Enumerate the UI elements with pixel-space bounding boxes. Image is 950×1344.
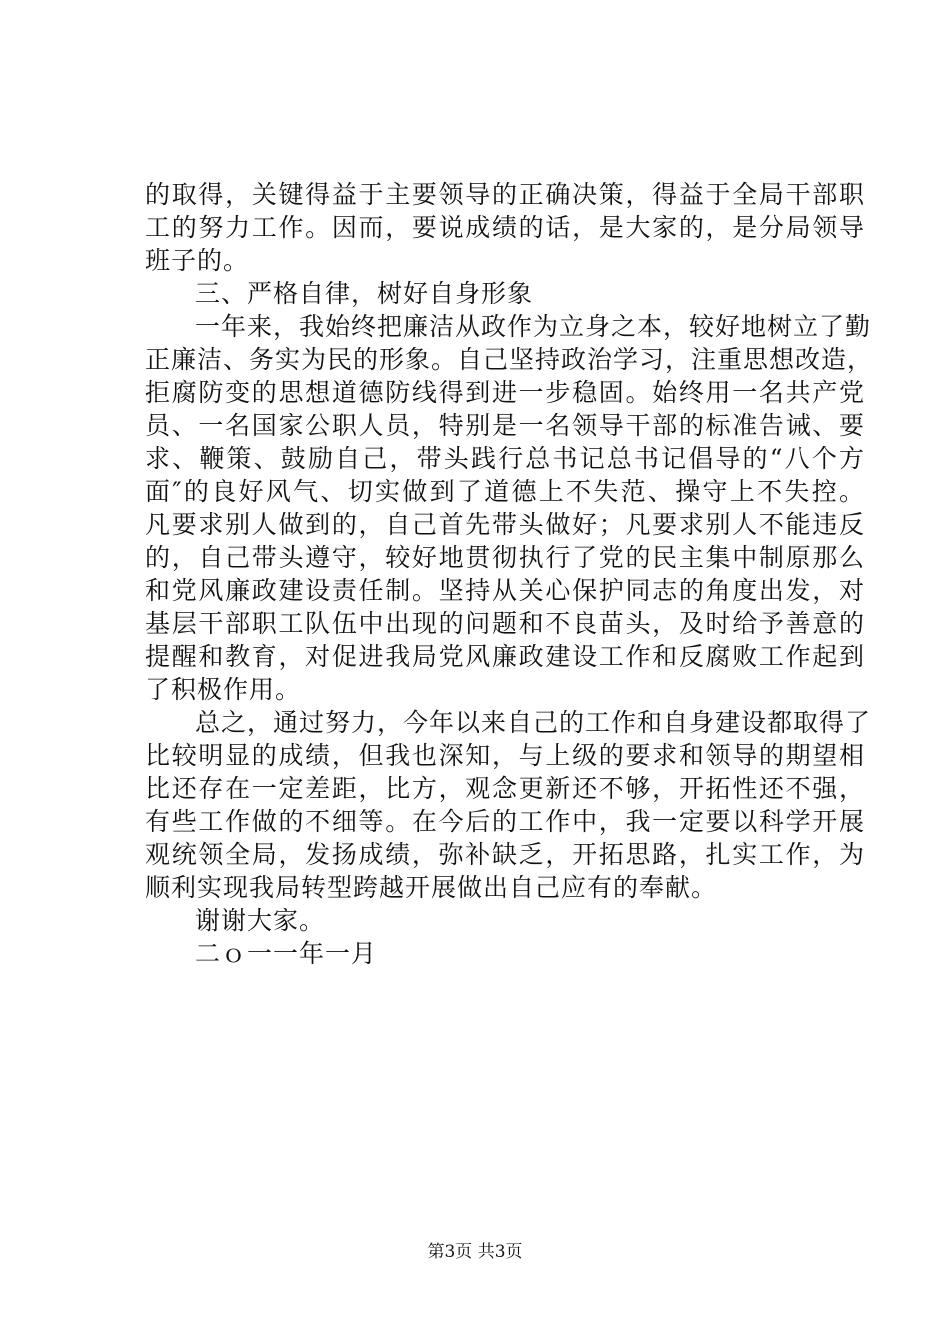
text-line: 一年来，我始终把廉洁从政作为立身之本，较好地树立了勤 [195,312,872,341]
text-line: 和党风廉政建设责任制。坚持从关心保护同志的角度出发，对 [145,576,865,605]
text-line: 面″的良好风气、切实做到了道德上不失范、操守上不失控。 [145,477,865,506]
text-line: 求、鞭策、鼓励自己，带头践行总书记总书记倡导的“八个方 [145,444,865,473]
text-line: 比较明显的成绩，但我也深知，与上级的要求和领导的期望相 [145,741,865,770]
text-line: 拒腐防变的思想道德防线得到进一步稳固。始终用一名共产党 [145,378,865,407]
text-line: 的，自己带头遵守，较好地贯彻执行了党的民主集中制原那么 [145,543,865,572]
section-heading: 三、严格自律，树好自身形象 [195,279,534,308]
closing-thanks: 谢谢大家。 [195,906,326,935]
text-line: 工的努力工作。因而，要说成绩的话，是大家的，是分局领导 [145,213,865,242]
text-line: 基层干部职工队伍中出现的问题和不良苗头，及时给予善意的 [145,609,865,638]
text-line: 员、一名国家公职人员，特别是一名领导干部的标准告诫、要 [145,411,865,440]
text-line: 有些工作做的不细等。在今后的工作中，我一定要以科学开展 [145,807,865,836]
text-line: 顺利实现我局转型跨越开展做出自己应有的奉献。 [145,873,718,902]
text-line: 比还存在一定差距，比方，观念更新还不够，开拓性还不强， [145,774,865,803]
text-line: 班子的。 [145,246,250,275]
text-line: 提醒和教育，对促进我局党风廉政建设工作和反腐败工作起到 [145,642,865,671]
document-date: 二ｏ一一年一月 [195,939,378,968]
text-line: 正廉洁、务实为民的形象。自己坚持政治学习，注重思想改造， [145,345,874,374]
text-line: 总之，通过努力，今年以来自己的工作和自身建设都取得了 [195,708,872,737]
text-line: 了积极作用。 [145,675,302,704]
text-line: 的取得，关键得益于主要领导的正确决策，得益于全局干部职 [145,180,865,209]
text-line: 凡要求别人做到的，自己首先带头做好；凡要求别人不能违反 [145,510,865,539]
text-line: 观统领全局，发扬成绩，弥补缺乏，开拓思路，扎实工作，为 [145,840,865,869]
page-footer: 第3页 共3页 [427,1242,523,1262]
